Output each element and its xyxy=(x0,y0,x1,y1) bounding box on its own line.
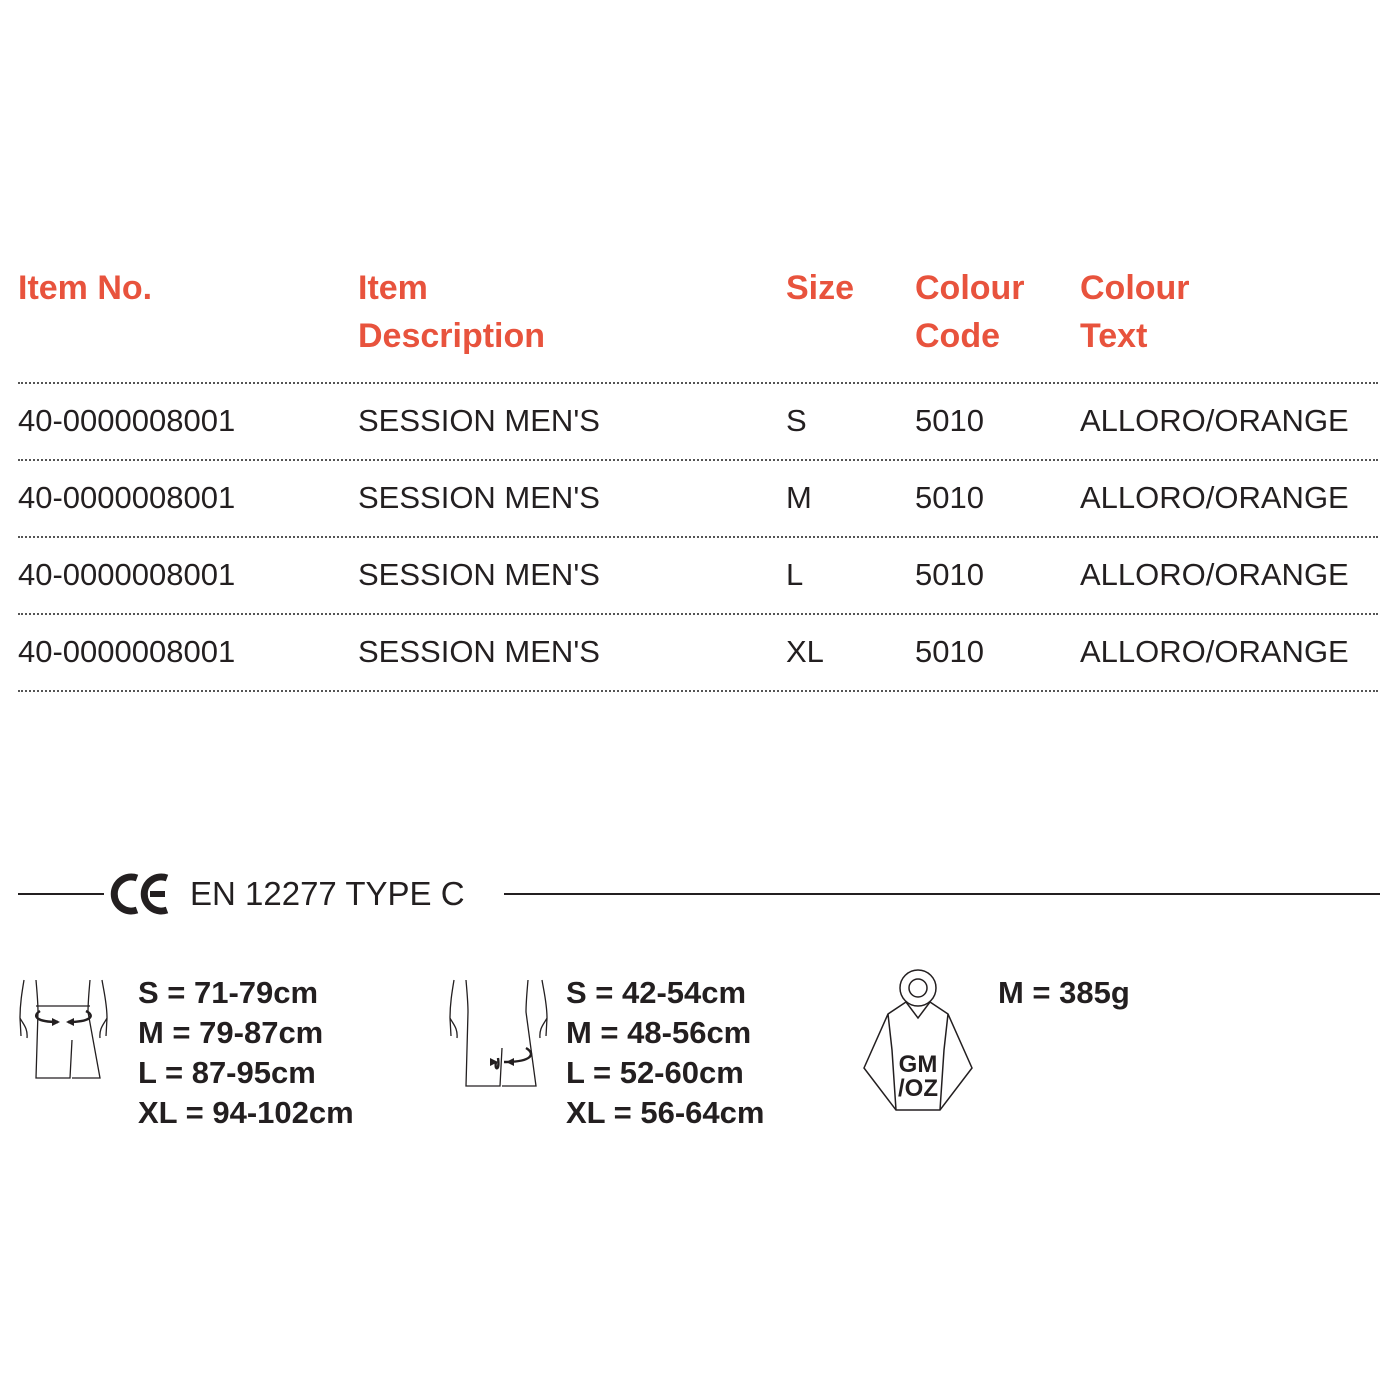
table-row xyxy=(18,461,1378,538)
cell-item-no: 40-0000008001 xyxy=(18,634,236,669)
ce-mark-icon xyxy=(110,871,172,917)
cell-item-no: 40-0000008001 xyxy=(18,480,236,515)
certification-standard: EN 12277 TYPE C xyxy=(190,875,465,912)
cell-colour-code: 5010 xyxy=(915,403,984,438)
cell-item-no: 40-0000008001 xyxy=(18,557,236,592)
thigh-size-l: L = 52-60cm xyxy=(566,1055,744,1090)
waist-size-xl: XL = 94-102cm xyxy=(138,1095,354,1130)
thigh-size-xl: XL = 56-64cm xyxy=(566,1095,765,1130)
header-colour-text: Colour Text xyxy=(1080,269,1190,355)
cell-colour-code: 5010 xyxy=(915,634,984,669)
cell-size: M xyxy=(786,480,812,515)
weight-value-text: M = 385g xyxy=(998,975,1130,1010)
weight-icon-label-top: GM xyxy=(898,1051,938,1078)
cell-description: SESSION MEN'S xyxy=(358,634,600,669)
cell-colour-text: ALLORO/ORANGE xyxy=(1080,557,1349,592)
table-row xyxy=(18,615,1378,692)
cell-colour-text: ALLORO/ORANGE xyxy=(1080,480,1349,515)
cell-size: XL xyxy=(786,634,824,669)
waist-measure-icon xyxy=(16,978,112,1082)
waist-size-m: M = 79-87cm xyxy=(138,1015,324,1050)
certification xyxy=(110,866,465,922)
divider-left xyxy=(18,893,104,895)
header-item-no: Item No. xyxy=(18,269,153,307)
cell-description: SESSION MEN'S xyxy=(358,403,600,438)
header-item-description: Item Description xyxy=(358,269,546,355)
waist-size-s: S = 71-79cm xyxy=(138,975,319,1010)
cell-item-no: 40-0000008001 xyxy=(18,403,236,438)
weight-value xyxy=(998,973,1130,1013)
table-row xyxy=(18,384,1378,461)
header-size: Size xyxy=(786,269,855,307)
cell-size: S xyxy=(786,403,807,438)
cell-description: SESSION MEN'S xyxy=(358,480,600,515)
cell-description: SESSION MEN'S xyxy=(358,557,600,592)
thigh-size-m: M = 48-56cm xyxy=(566,1015,752,1050)
table-row xyxy=(18,538,1378,615)
waist-size-l: L = 87-95cm xyxy=(138,1055,316,1090)
cell-colour-code: 5010 xyxy=(915,557,984,592)
weight-icon xyxy=(862,968,974,1114)
thigh-sizes xyxy=(566,973,764,1133)
cell-size: L xyxy=(786,557,804,592)
thigh-size-s: S = 42-54cm xyxy=(566,975,747,1010)
weight-icon-label-bottom: /OZ xyxy=(898,1075,938,1102)
waist-sizes xyxy=(138,973,354,1133)
thigh-measure-icon xyxy=(446,978,550,1090)
header-colour-code: Colour Code xyxy=(915,269,1025,355)
weight-icon-label xyxy=(862,1053,974,1101)
divider-right xyxy=(504,893,1380,895)
cell-colour-text: ALLORO/ORANGE xyxy=(1080,403,1349,438)
cell-colour-code: 5010 xyxy=(915,480,984,515)
cell-colour-text: ALLORO/ORANGE xyxy=(1080,634,1349,669)
